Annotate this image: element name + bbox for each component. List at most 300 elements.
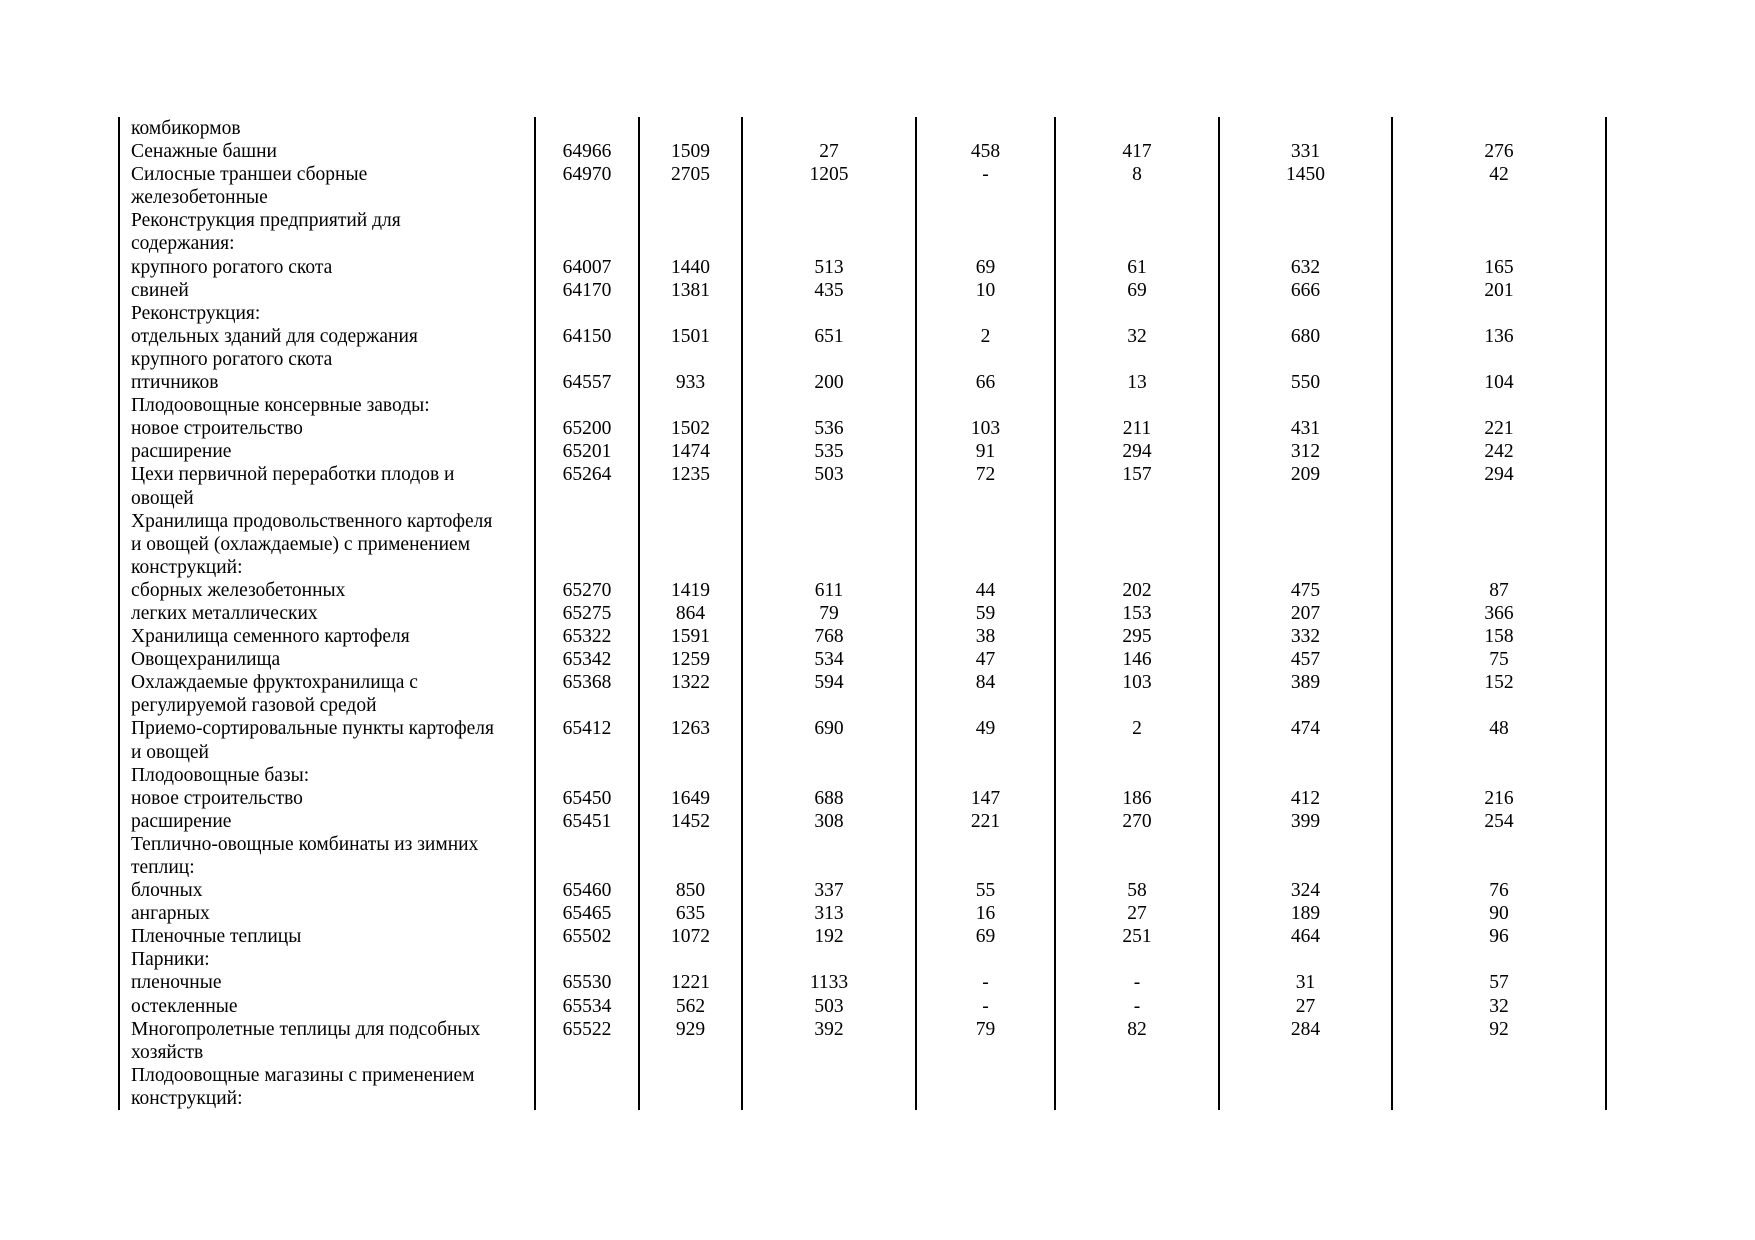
value-cell-6: 48 (1392, 717, 1606, 740)
value-cell-2 (742, 487, 916, 510)
code-cell: 64150 (535, 325, 639, 348)
code-cell (535, 510, 639, 533)
value-cell-6: 216 (1392, 787, 1606, 810)
value-cell-3: 103 (916, 417, 1055, 440)
value-cell-6: 254 (1392, 810, 1606, 833)
value-cell-3: 47 (916, 648, 1055, 671)
value-cell-1 (639, 764, 742, 787)
value-cell-4: 211 (1055, 417, 1219, 440)
table-row (119, 325, 1606, 348)
value-cell-3: 10 (916, 279, 1055, 302)
value-cell-5: 209 (1219, 463, 1392, 486)
value-cell-1 (639, 394, 742, 417)
value-cell-5: 474 (1219, 717, 1392, 740)
code-cell: 64966 (535, 140, 639, 163)
value-cell-4 (1055, 394, 1219, 417)
value-cell-3 (916, 533, 1055, 556)
value-cell-2: 392 (742, 1018, 916, 1041)
value-cell-1: 1452 (639, 810, 742, 833)
value-cell-1: 1322 (639, 671, 742, 694)
value-cell-6: 57 (1392, 971, 1606, 994)
code-cell: 65534 (535, 995, 639, 1018)
value-cell-3 (916, 209, 1055, 232)
value-cell-3 (916, 1041, 1055, 1064)
value-cell-5: 31 (1219, 971, 1392, 994)
value-cell-5 (1219, 348, 1392, 371)
value-cell-4: 153 (1055, 602, 1219, 625)
code-cell (535, 394, 639, 417)
table-row (119, 810, 1606, 833)
value-cell-2: 690 (742, 717, 916, 740)
value-cell-1: 1591 (639, 625, 742, 648)
row-label: Силосные траншеи сборные (119, 163, 535, 186)
table-row (119, 140, 1606, 163)
row-label: Пленочные теплицы (119, 925, 535, 948)
value-cell-1 (639, 1041, 742, 1064)
value-cell-5 (1219, 948, 1392, 971)
value-cell-6: 165 (1392, 256, 1606, 279)
value-cell-1 (639, 348, 742, 371)
value-cell-5 (1219, 487, 1392, 510)
table-row (119, 510, 1606, 533)
table-row (119, 1041, 1606, 1064)
table-row (119, 833, 1606, 856)
value-cell-1 (639, 302, 742, 325)
value-cell-5: 666 (1219, 279, 1392, 302)
value-cell-2: 313 (742, 902, 916, 925)
value-cell-2: 768 (742, 625, 916, 648)
value-cell-2 (742, 394, 916, 417)
value-cell-2: 1205 (742, 163, 916, 186)
value-cell-5: 680 (1219, 325, 1392, 348)
value-cell-3: 69 (916, 925, 1055, 948)
value-cell-5 (1219, 232, 1392, 255)
value-cell-6: 221 (1392, 417, 1606, 440)
value-cell-1 (639, 209, 742, 232)
row-label: сборных железобетонных (119, 579, 535, 602)
table-row (119, 487, 1606, 510)
value-cell-4: 8 (1055, 163, 1219, 186)
table-row (119, 1064, 1606, 1087)
value-cell-3: - (916, 971, 1055, 994)
row-label: Приемо-сортировальные пункты картофеля (119, 717, 535, 740)
value-cell-6 (1392, 186, 1606, 209)
value-cell-4 (1055, 487, 1219, 510)
value-cell-5 (1219, 209, 1392, 232)
value-cell-4 (1055, 856, 1219, 879)
value-cell-1: 850 (639, 879, 742, 902)
row-label: конструкций: (119, 1087, 535, 1110)
value-cell-1 (639, 1087, 742, 1110)
value-cell-1: 864 (639, 602, 742, 625)
value-cell-5 (1219, 533, 1392, 556)
table-row (119, 302, 1606, 325)
row-label: Плодоовощные базы: (119, 764, 535, 787)
table-body (119, 117, 1606, 1110)
value-cell-5: 464 (1219, 925, 1392, 948)
code-cell (535, 117, 639, 140)
value-cell-5: 284 (1219, 1018, 1392, 1041)
row-label: комбикормов (119, 117, 535, 140)
value-cell-5: 331 (1219, 140, 1392, 163)
code-cell (535, 556, 639, 579)
code-cell (535, 833, 639, 856)
value-cell-1 (639, 487, 742, 510)
value-cell-1 (639, 556, 742, 579)
code-cell: 64970 (535, 163, 639, 186)
value-cell-2: 200 (742, 371, 916, 394)
value-cell-2 (742, 348, 916, 371)
value-cell-4 (1055, 1041, 1219, 1064)
table-row (119, 348, 1606, 371)
value-cell-2 (742, 948, 916, 971)
table-row (119, 625, 1606, 648)
value-cell-3: 69 (916, 256, 1055, 279)
value-cell-4: 27 (1055, 902, 1219, 925)
value-cell-6: 136 (1392, 325, 1606, 348)
row-label: Парники: (119, 948, 535, 971)
value-cell-3: 147 (916, 787, 1055, 810)
table-row (119, 648, 1606, 671)
table-row (119, 256, 1606, 279)
code-cell: 65460 (535, 879, 639, 902)
value-cell-2 (742, 117, 916, 140)
value-cell-1 (639, 232, 742, 255)
table-row (119, 463, 1606, 486)
value-cell-1: 635 (639, 902, 742, 925)
value-cell-5 (1219, 856, 1392, 879)
value-cell-4 (1055, 348, 1219, 371)
value-cell-6: 104 (1392, 371, 1606, 394)
value-cell-2: 435 (742, 279, 916, 302)
value-cell-1 (639, 1064, 742, 1087)
row-label: конструкций: (119, 556, 535, 579)
value-cell-1: 1381 (639, 279, 742, 302)
value-cell-3 (916, 510, 1055, 533)
value-cell-1: 929 (639, 1018, 742, 1041)
table-row (119, 741, 1606, 764)
value-cell-6: 276 (1392, 140, 1606, 163)
value-cell-2 (742, 232, 916, 255)
table-row (119, 279, 1606, 302)
value-cell-6 (1392, 694, 1606, 717)
value-cell-6: 90 (1392, 902, 1606, 925)
code-cell: 65530 (535, 971, 639, 994)
value-cell-2: 503 (742, 463, 916, 486)
row-label: птичников (119, 371, 535, 394)
table-row (119, 394, 1606, 417)
value-cell-2 (742, 833, 916, 856)
table-row (119, 879, 1606, 902)
value-cell-6: 366 (1392, 602, 1606, 625)
value-cell-6: 32 (1392, 995, 1606, 1018)
row-label: овощей (119, 487, 535, 510)
value-cell-4 (1055, 186, 1219, 209)
value-cell-5 (1219, 510, 1392, 533)
table-row (119, 117, 1606, 140)
value-cell-4: 251 (1055, 925, 1219, 948)
value-cell-4: 146 (1055, 648, 1219, 671)
value-cell-1 (639, 510, 742, 533)
row-label: Цехи первичной переработки плодов и (119, 463, 535, 486)
value-cell-3: - (916, 995, 1055, 1018)
code-cell (535, 232, 639, 255)
value-cell-2: 27 (742, 140, 916, 163)
value-cell-1: 2705 (639, 163, 742, 186)
value-cell-2: 79 (742, 602, 916, 625)
value-cell-2: 503 (742, 995, 916, 1018)
value-cell-6 (1392, 948, 1606, 971)
code-cell (535, 1041, 639, 1064)
value-cell-4 (1055, 510, 1219, 533)
code-cell (535, 741, 639, 764)
value-cell-6 (1392, 833, 1606, 856)
value-cell-3 (916, 117, 1055, 140)
row-label: хозяйств (119, 1041, 535, 1064)
value-cell-2: 308 (742, 810, 916, 833)
table-row (119, 995, 1606, 1018)
value-cell-4 (1055, 232, 1219, 255)
value-cell-1: 1474 (639, 440, 742, 463)
value-cell-2 (742, 510, 916, 533)
value-cell-4: - (1055, 971, 1219, 994)
value-cell-3: 66 (916, 371, 1055, 394)
value-cell-2: 534 (742, 648, 916, 671)
value-cell-1: 1235 (639, 463, 742, 486)
value-cell-5: 324 (1219, 879, 1392, 902)
value-cell-3 (916, 556, 1055, 579)
value-cell-4: 13 (1055, 371, 1219, 394)
value-cell-2: 611 (742, 579, 916, 602)
value-cell-6 (1392, 1041, 1606, 1064)
value-cell-4: 61 (1055, 256, 1219, 279)
data-table (118, 117, 1607, 1110)
row-label: и овощей (119, 741, 535, 764)
value-cell-5: 412 (1219, 787, 1392, 810)
value-cell-5 (1219, 1087, 1392, 1110)
value-cell-6: 42 (1392, 163, 1606, 186)
value-cell-5: 1450 (1219, 163, 1392, 186)
code-cell (535, 209, 639, 232)
table-row (119, 948, 1606, 971)
value-cell-6: 75 (1392, 648, 1606, 671)
table-row (119, 717, 1606, 740)
value-cell-3 (916, 694, 1055, 717)
value-cell-5: 189 (1219, 902, 1392, 925)
table-row (119, 602, 1606, 625)
code-cell: 65368 (535, 671, 639, 694)
value-cell-1: 562 (639, 995, 742, 1018)
value-cell-3: 221 (916, 810, 1055, 833)
value-cell-6: 152 (1392, 671, 1606, 694)
row-label: расширение (119, 810, 535, 833)
value-cell-4: 157 (1055, 463, 1219, 486)
value-cell-5 (1219, 741, 1392, 764)
value-cell-4: 103 (1055, 671, 1219, 694)
value-cell-2 (742, 186, 916, 209)
value-cell-1 (639, 186, 742, 209)
value-cell-2: 192 (742, 925, 916, 948)
code-cell (535, 694, 639, 717)
row-label: Хранилища продовольственного картофеля (119, 510, 535, 533)
code-cell: 65465 (535, 902, 639, 925)
value-cell-4 (1055, 302, 1219, 325)
value-cell-6 (1392, 1064, 1606, 1087)
table-row (119, 925, 1606, 948)
value-cell-4: - (1055, 995, 1219, 1018)
row-label: Реконструкция предприятий для (119, 209, 535, 232)
value-cell-6 (1392, 232, 1606, 255)
value-cell-2 (742, 1064, 916, 1087)
value-cell-3: 55 (916, 879, 1055, 902)
value-cell-3: 44 (916, 579, 1055, 602)
row-label: содержания: (119, 232, 535, 255)
code-cell: 64557 (535, 371, 639, 394)
value-cell-2 (742, 209, 916, 232)
value-cell-6 (1392, 302, 1606, 325)
row-label: крупного рогатого скота (119, 256, 535, 279)
row-label: и овощей (охлаждаемые) с применением (119, 533, 535, 556)
code-cell: 65502 (535, 925, 639, 948)
table-row (119, 671, 1606, 694)
value-cell-5 (1219, 833, 1392, 856)
value-cell-6 (1392, 556, 1606, 579)
value-cell-2: 1133 (742, 971, 916, 994)
value-cell-3 (916, 1087, 1055, 1110)
row-label: Плодоовощные консервные заводы: (119, 394, 535, 417)
value-cell-2: 337 (742, 879, 916, 902)
value-cell-3: 49 (916, 717, 1055, 740)
value-cell-3 (916, 394, 1055, 417)
value-cell-3 (916, 487, 1055, 510)
table-row (119, 533, 1606, 556)
value-cell-3: 72 (916, 463, 1055, 486)
value-cell-5 (1219, 117, 1392, 140)
code-cell (535, 948, 639, 971)
value-cell-4 (1055, 764, 1219, 787)
row-label: Овощехранилища (119, 648, 535, 671)
value-cell-6 (1392, 510, 1606, 533)
value-cell-6: 96 (1392, 925, 1606, 948)
row-label: легких металлических (119, 602, 535, 625)
value-cell-5 (1219, 1041, 1392, 1064)
row-label: Реконструкция: (119, 302, 535, 325)
row-label: Теплично-овощные комбинаты из зимних (119, 833, 535, 856)
value-cell-5: 312 (1219, 440, 1392, 463)
value-cell-1: 1259 (639, 648, 742, 671)
value-cell-5 (1219, 302, 1392, 325)
code-cell: 65451 (535, 810, 639, 833)
table-row (119, 764, 1606, 787)
value-cell-3 (916, 764, 1055, 787)
value-cell-2: 535 (742, 440, 916, 463)
row-label: ангарных (119, 902, 535, 925)
table-row (119, 417, 1606, 440)
table-row (119, 856, 1606, 879)
value-cell-5: 457 (1219, 648, 1392, 671)
value-cell-4 (1055, 694, 1219, 717)
value-cell-4 (1055, 556, 1219, 579)
code-cell (535, 348, 639, 371)
value-cell-5: 332 (1219, 625, 1392, 648)
row-label: теплиц: (119, 856, 535, 879)
row-label: блочных (119, 879, 535, 902)
value-cell-4 (1055, 741, 1219, 764)
value-cell-2: 513 (742, 256, 916, 279)
value-cell-2: 536 (742, 417, 916, 440)
row-label: Охлаждаемые фруктохранилища с (119, 671, 535, 694)
value-cell-1: 933 (639, 371, 742, 394)
value-cell-4: 295 (1055, 625, 1219, 648)
value-cell-2 (742, 741, 916, 764)
value-cell-6 (1392, 1087, 1606, 1110)
value-cell-2 (742, 856, 916, 879)
row-label: крупного рогатого скота (119, 348, 535, 371)
value-cell-1 (639, 533, 742, 556)
value-cell-4 (1055, 833, 1219, 856)
value-cell-3 (916, 348, 1055, 371)
value-cell-4: 270 (1055, 810, 1219, 833)
code-cell (535, 1087, 639, 1110)
value-cell-4 (1055, 1064, 1219, 1087)
value-cell-3 (916, 186, 1055, 209)
value-cell-2: 594 (742, 671, 916, 694)
value-cell-4 (1055, 948, 1219, 971)
value-cell-6: 294 (1392, 463, 1606, 486)
value-cell-4: 417 (1055, 140, 1219, 163)
value-cell-6: 87 (1392, 579, 1606, 602)
value-cell-4: 69 (1055, 279, 1219, 302)
row-label: регулируемой газовой средой (119, 694, 535, 717)
value-cell-6 (1392, 856, 1606, 879)
table-row (119, 556, 1606, 579)
code-cell (535, 533, 639, 556)
document-page (118, 117, 1605, 1114)
value-cell-1: 1509 (639, 140, 742, 163)
value-cell-5 (1219, 1064, 1392, 1087)
value-cell-5 (1219, 694, 1392, 717)
value-cell-1 (639, 948, 742, 971)
value-cell-3: 91 (916, 440, 1055, 463)
value-cell-6: 92 (1392, 1018, 1606, 1041)
value-cell-1 (639, 856, 742, 879)
value-cell-6: 158 (1392, 625, 1606, 648)
code-cell: 65450 (535, 787, 639, 810)
row-label: железобетонные (119, 186, 535, 209)
value-cell-4: 202 (1055, 579, 1219, 602)
table-row (119, 163, 1606, 186)
code-cell: 65322 (535, 625, 639, 648)
value-cell-2 (742, 556, 916, 579)
value-cell-3 (916, 741, 1055, 764)
row-label: новое строительство (119, 787, 535, 810)
code-cell: 65201 (535, 440, 639, 463)
value-cell-6 (1392, 117, 1606, 140)
value-cell-2 (742, 1041, 916, 1064)
value-cell-6: 201 (1392, 279, 1606, 302)
row-label: Плодоовощные магазины с применением (119, 1064, 535, 1087)
value-cell-3: 2 (916, 325, 1055, 348)
value-cell-3: 38 (916, 625, 1055, 648)
code-cell: 65412 (535, 717, 639, 740)
table-row (119, 971, 1606, 994)
value-cell-4 (1055, 533, 1219, 556)
code-cell: 65270 (535, 579, 639, 602)
value-cell-2: 688 (742, 787, 916, 810)
row-label: Хранилища семенного картофеля (119, 625, 535, 648)
code-cell (535, 487, 639, 510)
value-cell-6 (1392, 348, 1606, 371)
